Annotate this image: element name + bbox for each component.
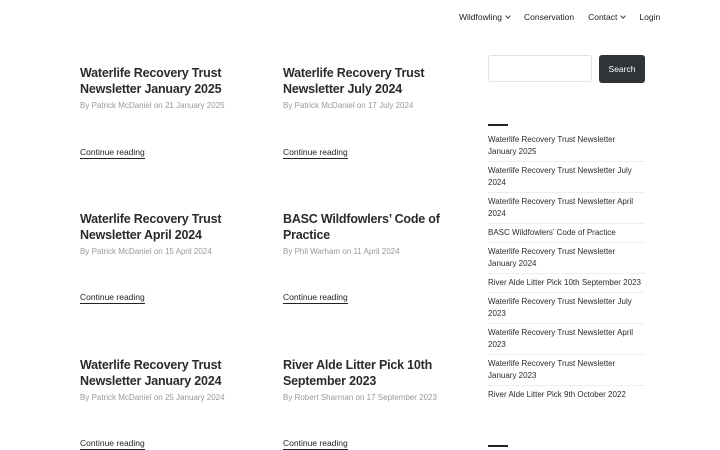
nav-item-login[interactable] xyxy=(639,12,660,22)
post-meta xyxy=(80,393,250,402)
chevron-down-icon xyxy=(621,13,627,19)
recent-post-link[interactable]: Waterlife Recovery Trust Newsletter January 2024 xyxy=(488,246,645,274)
post-title[interactable]: Waterlife Recovery Trust Newsletter July 2024 xyxy=(283,66,425,96)
recent-post-link[interactable]: River Alde Litter Pick 9th October 2022 xyxy=(488,390,626,399)
post-date[interactable]: 21 January 2025 xyxy=(164,101,225,110)
post-author[interactable]: Robert Sharman xyxy=(294,393,354,402)
recent-post-link[interactable]: River Alde Litter Pick 10th September 2023 xyxy=(488,277,645,293)
meta-on: on xyxy=(153,101,163,110)
recent-post-link[interactable]: Waterlife Recovery Trust Newsletter July 2023 xyxy=(488,296,645,324)
nav-item-label: Wildfowling xyxy=(459,12,502,22)
meta-by: By xyxy=(283,247,293,256)
post-title[interactable]: Waterlife Recovery Trust Newsletter April 2024 xyxy=(80,212,222,242)
post-date[interactable]: 11 April 2024 xyxy=(353,247,400,256)
chevron-down-icon xyxy=(505,13,511,19)
widget-divider xyxy=(488,445,508,447)
nav-item-label: Contact xyxy=(588,12,618,22)
post-card xyxy=(80,211,250,302)
continue-reading-link[interactable]: Continue reading xyxy=(80,147,145,157)
meta-on: on xyxy=(153,247,163,256)
continue-reading-link[interactable]: Continue reading xyxy=(283,147,348,157)
recent-post-link[interactable]: BASC Wildfowlers’ Code of Practice xyxy=(488,227,645,243)
recent-post-link[interactable]: Waterlife Recovery Trust Newsletter April 2024 xyxy=(488,196,645,224)
meta-on: on xyxy=(153,393,163,402)
recent-posts-list xyxy=(488,134,645,407)
nav-item-label: Conservation xyxy=(524,12,575,22)
post-author[interactable]: Patrick McDaniel xyxy=(91,247,152,256)
post-author[interactable]: Patrick McDaniel xyxy=(294,101,355,110)
recent-post-link[interactable]: Waterlife Recovery Trust Newsletter July 2024 xyxy=(488,165,645,193)
post-title[interactable]: River Alde Litter Pick 10th September 2023 xyxy=(283,358,433,388)
post-meta xyxy=(283,393,453,402)
post-author[interactable]: Patrick McDaniel xyxy=(91,101,152,110)
search-button[interactable]: Search xyxy=(599,55,645,83)
nav-item-label: Login xyxy=(639,12,661,22)
post-card xyxy=(283,211,453,302)
meta-by: By xyxy=(283,101,293,110)
meta-by: By xyxy=(80,247,90,256)
post-date[interactable]: 17 July 2024 xyxy=(367,101,414,110)
main-nav xyxy=(459,12,660,22)
post-date[interactable]: 17 September 2023 xyxy=(366,393,437,402)
post-date[interactable]: 15 April 2024 xyxy=(164,247,212,256)
meta-by: By xyxy=(80,101,90,110)
nav-item-contact[interactable] xyxy=(588,12,625,22)
post-meta xyxy=(80,101,250,110)
post-title[interactable]: BASC Wildfowlers’ Code of Practice xyxy=(283,212,440,242)
recent-post-link[interactable]: Waterlife Recovery Trust Newsletter April 2023 xyxy=(488,327,645,355)
continue-reading-link[interactable]: Continue reading xyxy=(80,292,145,302)
post-date[interactable]: 25 January 2024 xyxy=(164,393,225,402)
nav-item-wildfowling[interactable] xyxy=(459,12,510,22)
post-meta xyxy=(80,247,250,256)
post-title[interactable]: Waterlife Recovery Trust Newsletter January 2025 xyxy=(80,66,222,96)
widget-divider xyxy=(488,124,508,126)
meta-by: By xyxy=(283,393,293,402)
post-author[interactable]: Phil Warham xyxy=(294,247,341,256)
post-meta xyxy=(283,247,453,256)
search-input[interactable] xyxy=(488,55,592,82)
continue-reading-link[interactable]: Continue reading xyxy=(283,292,348,302)
recent-post-link[interactable]: Waterlife Recovery Trust Newsletter January 2023 xyxy=(488,358,645,386)
meta-on: on xyxy=(356,101,366,110)
meta-by: By xyxy=(80,393,90,402)
post-title[interactable]: Waterlife Recovery Trust Newsletter January 2024 xyxy=(80,358,222,388)
recent-post-link[interactable]: Waterlife Recovery Trust Newsletter January 2025 xyxy=(488,134,645,162)
meta-on: on xyxy=(355,393,365,402)
post-meta xyxy=(283,101,453,110)
post-author[interactable]: Patrick McDaniel xyxy=(91,393,152,402)
post-card xyxy=(283,65,453,157)
continue-reading-link[interactable]: Continue reading xyxy=(283,438,348,448)
post-card xyxy=(283,357,453,448)
post-card xyxy=(80,357,250,448)
post-card xyxy=(80,65,250,157)
continue-reading-link[interactable]: Continue reading xyxy=(80,438,145,448)
meta-on: on xyxy=(342,247,352,256)
nav-item-conservation[interactable] xyxy=(524,12,574,22)
